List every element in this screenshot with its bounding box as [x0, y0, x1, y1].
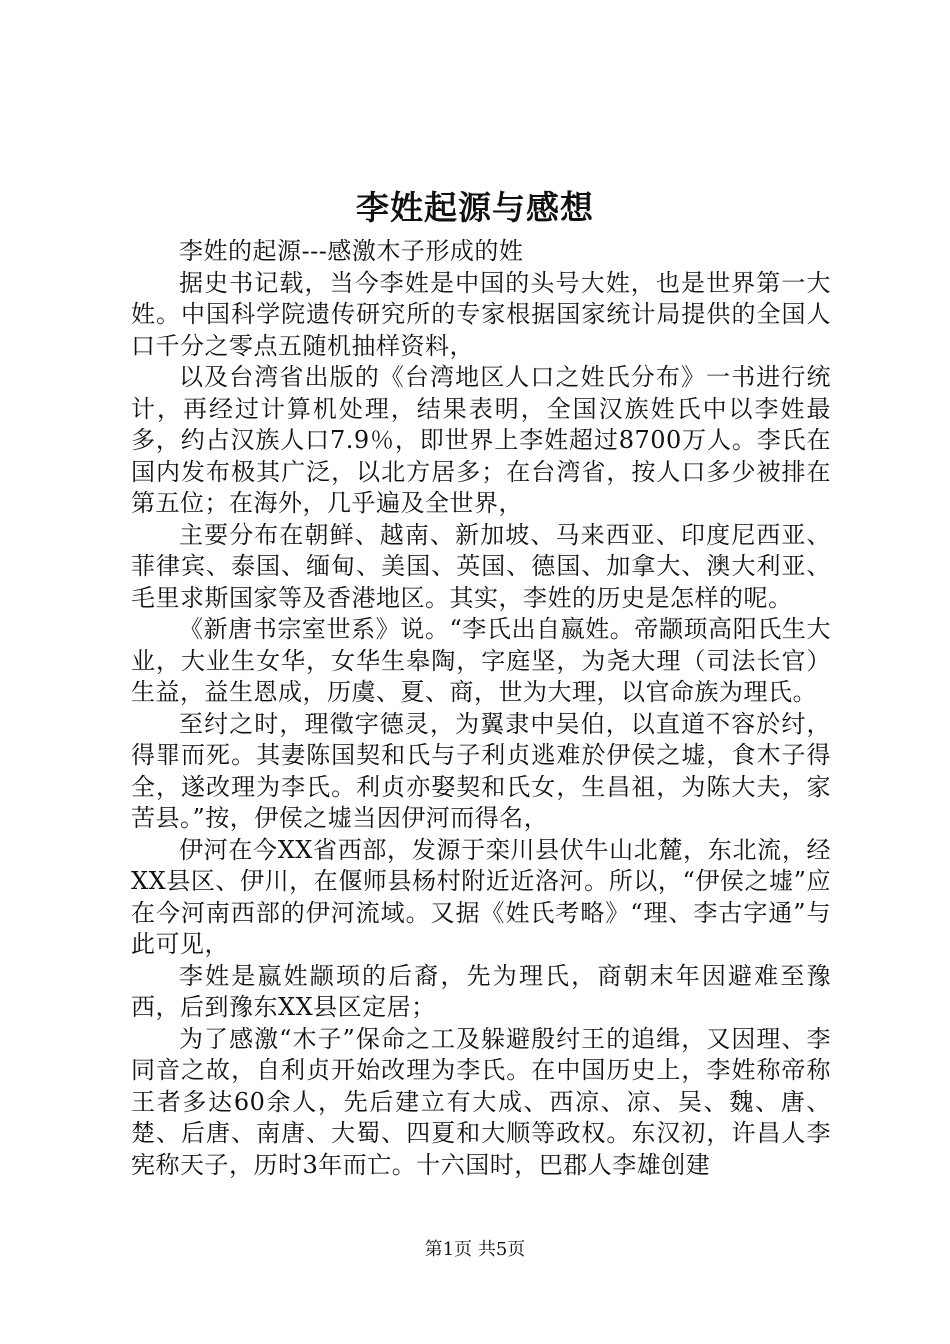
page-footer: 第1页 共5页	[424, 1239, 526, 1260]
paragraph: 伊河在今XX省西部，发源于栾川县伏牛山北麓，东北流，经XX县区、伊川，在偃师县杨村附近近洛河。所以，“伊侯之墟”应在今河南西部的伊河流域。又据《姓氏考略》“理、李古字通”与此可见，	[131, 835, 831, 958]
paragraph: 据史书记载，当今李姓是中国的头号大姓，也是世界第一大姓。中国科学院遗传研究所的专家根据国家统计局提供的全国人口千分之零点五随机抽样资料，	[131, 268, 831, 360]
paragraph: 至纣之时，理徵字德灵，为翼隶中吴伯，以直道不容於纣，得罪而死。其妻陈国契和氏与子利贞逃难於伊侯之墟，食木子得全，遂改理为李氏。利贞亦娶契和氏女，生昌祖，为陈大夫，家苦县。”按，伊侯之墟当因伊河而得名，	[131, 709, 831, 832]
document-body	[131, 236, 831, 1181]
paragraph: 《新唐书宗室世系》说。“李氏出自嬴姓。帝颛顼高阳氏生大业，大业生女华，女华生皋陶，字庭坚，为尧大理（司法长官）生益，益生恩成，历虞、夏、商，世为大理，以官命族为理氏。	[131, 615, 831, 706]
paragraph: 以及台湾省出版的《台湾地区人口之姓氏分布》一书进行统计，再经过计算机处理，结果表明，全国汉族姓氏中以李姓最多，约占汉族人口7.9％，即世界上李姓超过8700万人。李氏在国内发布极其广泛，以北方居多；在台湾省，按人口多少被排在第五位；在海外，几乎遍及全世界，	[131, 363, 831, 517]
paragraph: 李姓是嬴姓颛顼的后裔，先为理氏，商朝末年因避难至豫西，后到豫东XX县区定居；	[131, 961, 831, 1021]
paragraph: 李姓的起源---感激木子形成的姓	[179, 237, 524, 265]
paragraph: 为了感激“木子”保命之工及躲避殷纣王的追缉，又因理、李同音之故，自利贞开始改理为李氏。在中国历史上，李姓称帝称王者多达60余人，先后建立有大成、西凉、凉、吴、魏、唐、楚、后唐、南唐、大蜀、四夏和大顺等政权。东汉初，许昌人李宪称天子，历时3年而亡。十六国时，巴郡人李雄创建	[131, 1024, 831, 1179]
document-title: 李姓起源与感想	[356, 188, 594, 227]
paragraph: 主要分布在朝鲜、越南、新加坡、马来西亚、印度尼西亚、菲律宾、泰国、缅甸、美国、英国、德国、加拿大、澳大利亚、毛里求斯国家等及香港地区。其实，李姓的历史是怎样的呢。	[131, 520, 831, 612]
